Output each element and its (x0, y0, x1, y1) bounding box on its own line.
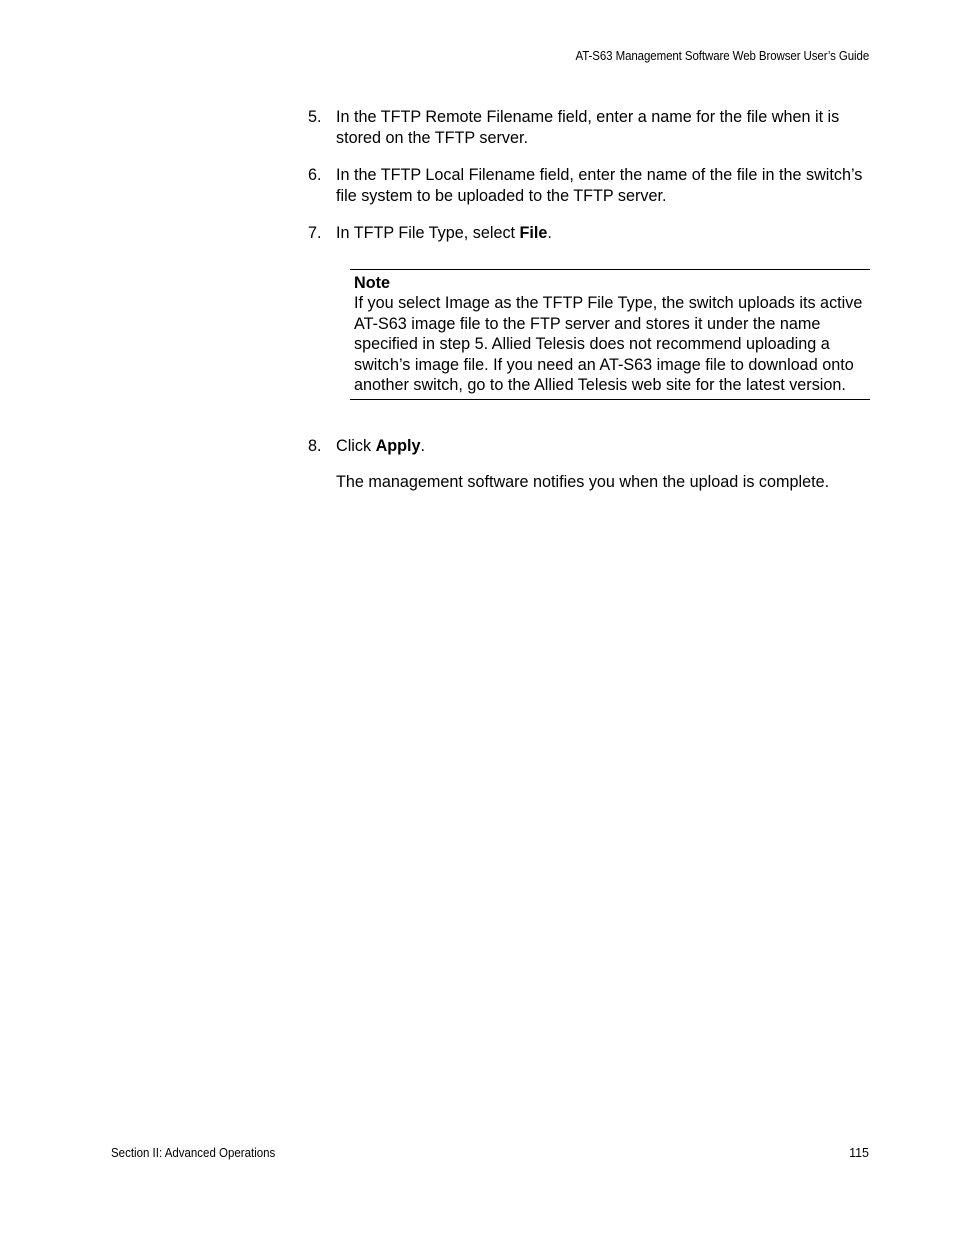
note-box (350, 269, 870, 400)
step-7 (308, 223, 870, 244)
step-8 (308, 436, 870, 457)
step-number: 5. (308, 108, 322, 126)
step-text-after: . (547, 224, 552, 242)
footer-section: Section II: Advanced Operations (111, 1146, 276, 1160)
running-header: AT-S63 Management Software Web Browser User’s Guide (575, 49, 869, 63)
step-text-before: Click (336, 436, 376, 455)
note-body: If you select Image as the TFTP File Type, the switch uploads its active AT-S63 image file to the FTP server and stores it under the name specified in step 5. Allied Telesis does not recommend uploading a switch’s image file. If you need an AT-S63 image file to download onto another switch, go to the Allied Telesis web site for the latest version. (354, 294, 863, 394)
step-bold-term: Apply (375, 436, 421, 455)
step-text-after: . (420, 436, 426, 455)
step-6 (308, 165, 870, 206)
step-number: 6. (308, 166, 322, 184)
step-text-before: In TFTP File Type, select (336, 224, 520, 242)
note-title: Note (354, 273, 390, 292)
step-bold-term: File (519, 224, 548, 242)
step-text: In the TFTP Remote Filename field, enter a name for the file when it is stored on the TFTP server. (336, 108, 840, 147)
step-number: 8. (308, 436, 322, 455)
step-text: In the TFTP Local Filename field, enter the name of the file in the switch’s file system to be uploaded to the TFTP server. (336, 166, 863, 205)
page-number: 115 (849, 1146, 869, 1160)
step-5 (308, 107, 870, 148)
step-number: 7. (308, 224, 322, 242)
main-content (308, 107, 870, 493)
result-paragraph: The management software notifies you when the upload is complete. (336, 473, 830, 491)
